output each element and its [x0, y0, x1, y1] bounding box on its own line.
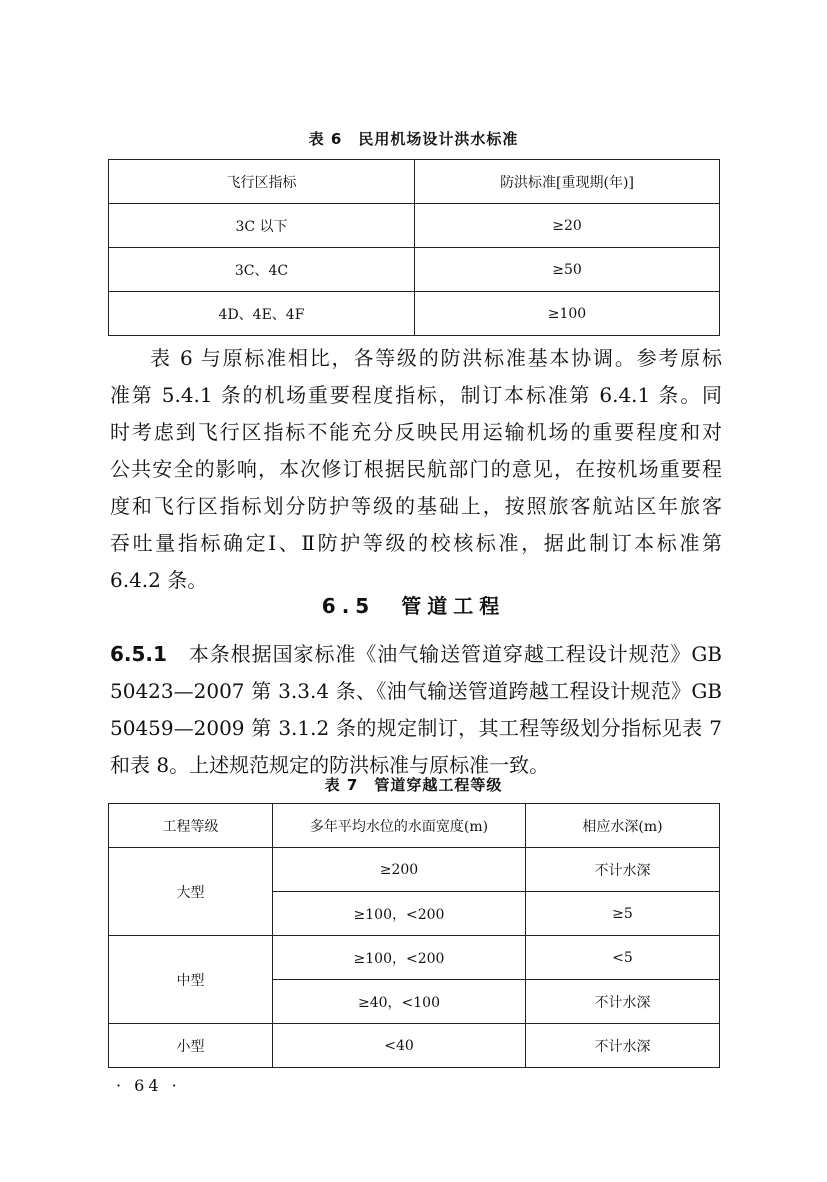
paragraph-line: 公共安全的影响，本次修订根据民航部门的意见，在按机场重要程: [110, 457, 722, 481]
table7-cell: ≥5: [526, 892, 720, 936]
table7-cell: ≥40，<100: [273, 980, 526, 1024]
table7-cell: ≥100，<200: [273, 892, 526, 936]
table6-header-cell: 飞行区指标: [109, 160, 415, 204]
paragraph-line: 时考虑到飞行区指标不能充分反映民用运输机场的重要程度和对: [110, 420, 722, 444]
table7-header-cell: 相应水深(m): [526, 804, 720, 848]
clause-line: [110, 636, 722, 673]
table-row: [109, 848, 720, 892]
table7-header-cell: 工程等级: [109, 804, 273, 848]
table-row: [109, 248, 720, 292]
table6-cell: ≥100: [415, 292, 720, 336]
clause-text: 本条根据国家标准《油气输送管道穿越工程设计规范》GB: [188, 642, 722, 666]
paragraph-line: 吞吐量指标确定Ⅰ、Ⅱ防护等级的校核标准，据此制订本标准第: [110, 531, 722, 555]
table7: [108, 803, 720, 1068]
table6-header-row: [109, 160, 720, 204]
table-row: [109, 936, 720, 980]
table6-cell: ≥20: [415, 204, 720, 248]
paragraph-line: 度和飞行区指标划分防护等级的基础上，按照旅客航站区年旅客: [110, 494, 722, 518]
table7-caption: 表 7 管道穿越工程等级: [324, 776, 503, 794]
table6-cell: 4D、4E、4F: [109, 292, 415, 336]
table7-grade-cell: 中型: [109, 936, 273, 1024]
clause-line: 50459—2009 第 3.1.2 条的规定制订，其工程等级划分指标见表 7: [110, 716, 722, 740]
table6-cell: 3C、4C: [109, 248, 415, 292]
table7-cell: ≥200: [273, 848, 526, 892]
paragraph-line: 6.4.2 条。: [110, 568, 208, 592]
table7-header-cell: 多年平均水位的水面宽度(m): [273, 804, 526, 848]
table7-header-row: [109, 804, 720, 848]
table7-grade-cell: 大型: [109, 848, 273, 936]
clause-line: 50423—2007 第 3.3.4 条、《油气输送管道跨越工程设计规范》GB: [110, 679, 722, 703]
table-row: [109, 292, 720, 336]
table6-header-cell: 防洪标准[重现期(年)]: [415, 160, 720, 204]
table7-cell: ≥100，<200: [273, 936, 526, 980]
paragraph-table6-commentary: [110, 340, 722, 599]
table6-caption: 表 6 民用机场设计洪水标准: [308, 130, 519, 148]
clause-6-5-1: [110, 636, 722, 784]
section-title: 6.5 管道工程: [321, 594, 506, 618]
clause-number: 6.5.1: [110, 642, 167, 666]
table6-cell: ≥50: [415, 248, 720, 292]
table7-cell: <40: [273, 1024, 526, 1068]
table-row: [109, 1024, 720, 1068]
table7-grade-cell: 小型: [109, 1024, 273, 1068]
page-number: · 64 ·: [116, 1076, 181, 1095]
table6-cell: 3C 以下: [109, 204, 415, 248]
paragraph-line: 表 6 与原标准相比，各等级的防洪标准基本协调。参考原标: [150, 346, 722, 370]
table7-cell: 不计水深: [526, 848, 720, 892]
table7-cell: 不计水深: [526, 980, 720, 1024]
table6: [108, 159, 720, 336]
paragraph-line: 准第 5.4.1 条的机场重要程度指标，制订本标准第 6.4.1 条。同: [110, 383, 722, 407]
table7-cell: <5: [526, 936, 720, 980]
clause-line: 和表 8。上述规范规定的防洪标准与原标准一致。: [110, 753, 550, 777]
table7-cell: 不计水深: [526, 1024, 720, 1068]
table-row: [109, 204, 720, 248]
